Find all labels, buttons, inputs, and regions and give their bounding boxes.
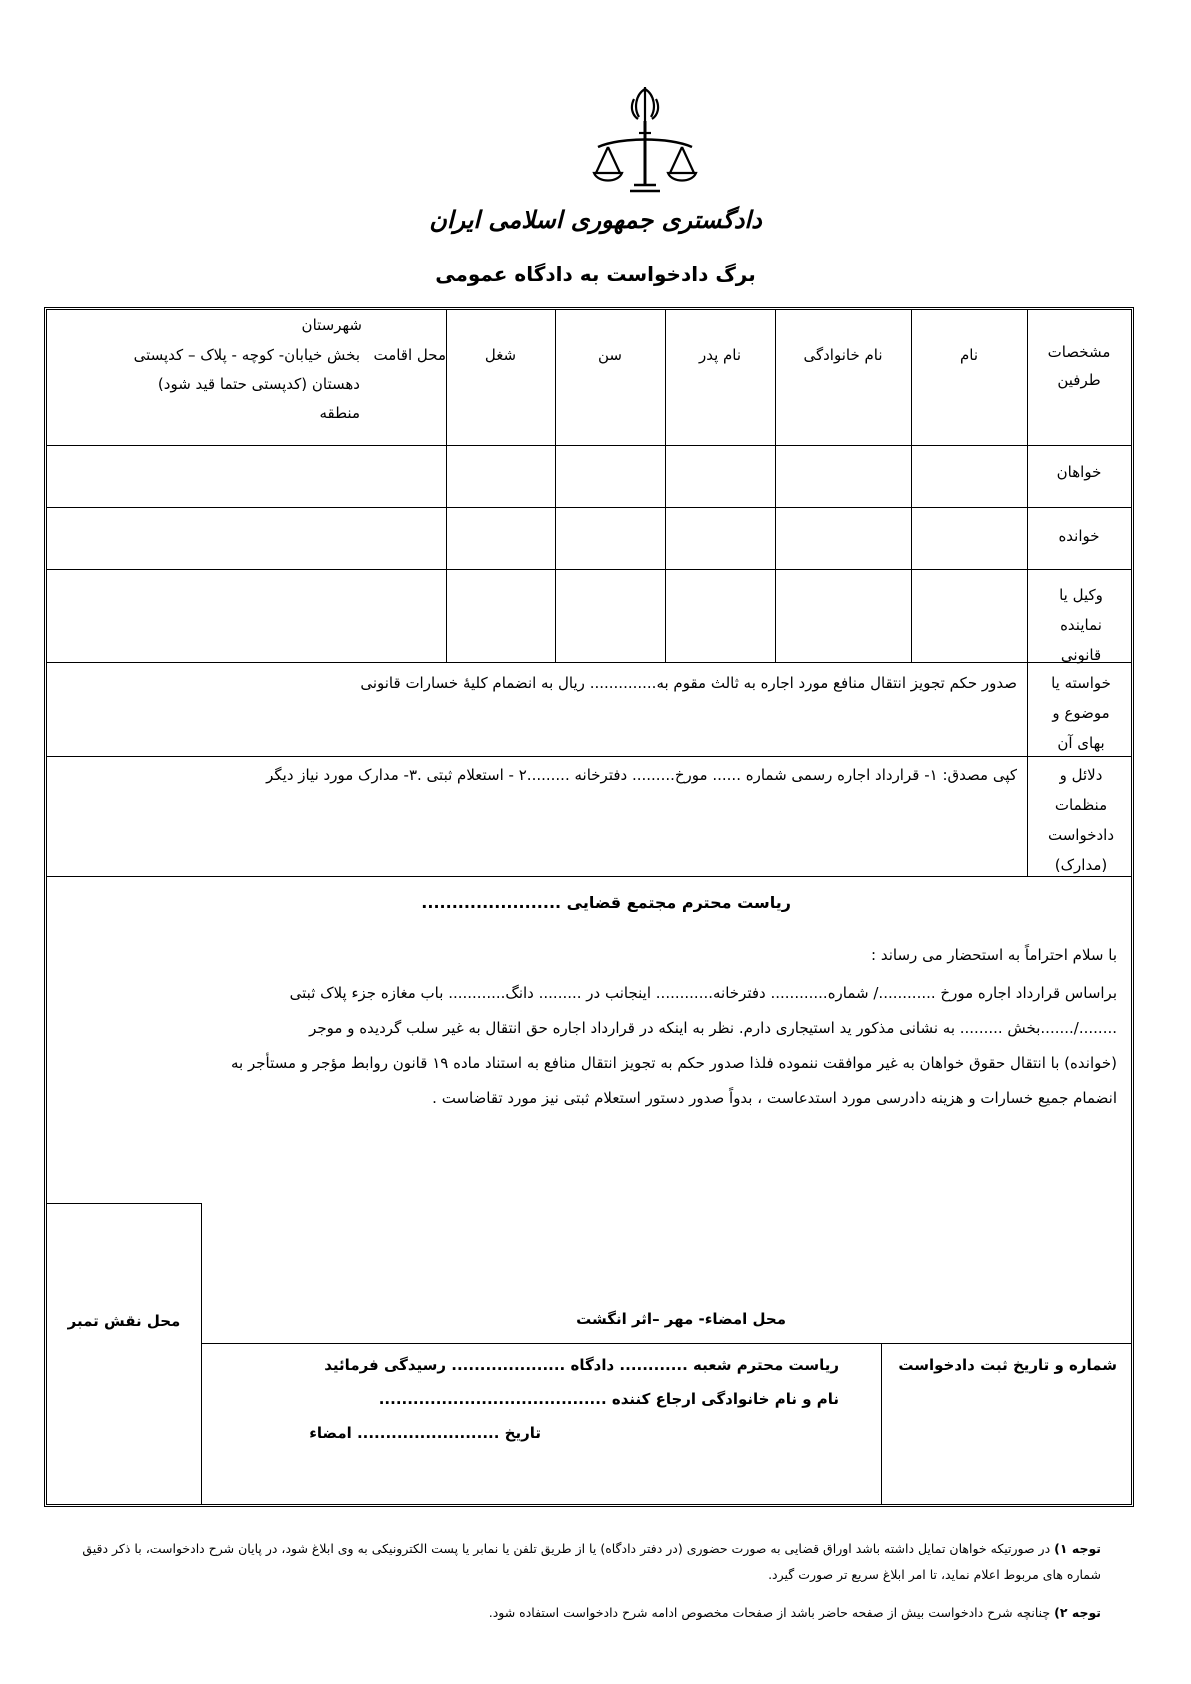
stamp-place-label: محل نقش تمبر (67, 1312, 181, 1330)
petition-body (59, 976, 1117, 1116)
evidence-text: کپی مصدق: ۱- قرارداد اجاره رسمی شماره ...... مورخ......... دفترخانه .........۲ - استعلام ثبتی .۳- مدارک مورد نیاز دیگر (266, 766, 1017, 784)
residence-line2: بخش خیابان- کوچه - پلاک – کدپستی (133, 346, 360, 364)
petition-salutation: ریاست محترم مجتمع قضایی ....................... (421, 893, 791, 912)
organization-name: دادگستری جمهوری اسلامی ایران (429, 205, 762, 234)
evidence-label: دلائل و منظمات دادخواست (مدارک) (1047, 766, 1114, 874)
note-1-label: توجه ۱) (1054, 1541, 1101, 1556)
note-1 (70, 1536, 1101, 1588)
note-2-label: توجه ۲) (1054, 1605, 1101, 1620)
row-plaintiff: خواهان (1056, 463, 1102, 481)
referral-line2: نام و نام خانوادگی ارجاع کننده ........................................ (378, 1390, 839, 1408)
col-age: سن (598, 346, 622, 364)
parties-header: مشخصات طرفین (1047, 343, 1111, 389)
note-2-text: چنانچه شرح دادخواست بیش از صفحه حاضر باشد از صفحات مخصوص ادامه شرح دادخواست استفاده شود. (488, 1605, 1051, 1620)
note-2 (70, 1600, 1101, 1626)
col-father-name: نام پدر (698, 346, 742, 364)
petition-greeting: با سلام احتراماً به استحضار می رساند : (871, 946, 1117, 964)
petition-line: ......../.......بخش ......... به نشانی مذکور ید استیجاری دارم. نظر به اینکه در قرارداد اجاره حق انتقال به غیر سلب گردیده و موجر (309, 1019, 1117, 1037)
petition-form (44, 307, 1134, 1507)
signature-place-label: محل امضاء- مهر –اثر انگشت (576, 1310, 786, 1328)
petition-line: انضمام جمیع خسارات و هزینه دادرسی مورد استدعاست ، بدواً صدور دستور استعلام ثبتی نیز مورد تقاضاست . (432, 1089, 1117, 1107)
judiciary-emblem-logo (590, 85, 700, 205)
petition-line: (خوانده) با انتقال حقوق خواهان به غیر موافقت ننموده فلذا صدور حکم به تجویز انتقال منافع به استناد ماده ۱۹ قانون روابط مؤجر و مستأجر به (230, 1054, 1117, 1072)
registration-label: شماره و تاریخ ثبت دادخواست (898, 1356, 1117, 1374)
residence-line4: منطقه (319, 404, 360, 422)
form-title: برگ دادخواست به دادگاه عمومی (435, 262, 756, 286)
claim-text: صدور حکم تجویز انتقال منافع مورد اجاره به ثالث مقوم به.............. ریال به انضمام کلیهٔ خسارات قانونی (360, 674, 1017, 692)
col-family-name: نام خانوادگی (803, 346, 883, 364)
note-1-text: در صورتیکه خواهان تمایل داشته باشد اوراق قضایی به صورت حضوری (در دفتر دادگاه) یا از طریق تلفن یا نمابر یا پست الکترونیکی به وی ابلاغ شود، در پایان شرح دادخواست، با ذکر دقیق شماره های مربوط اعلام نماید، تا امر ابلاغ سریع تر صورت گیرد. (82, 1541, 1101, 1582)
col-occupation: شغل (484, 346, 517, 364)
referral-line3: تاریخ ......................... امضاء (309, 1424, 541, 1442)
residence-line3: دهستان (کدپستی حتما قید شود) (157, 375, 360, 393)
row-defendant: خوانده (1058, 527, 1100, 545)
petition-line: براساس قرارداد اجاره مورخ ............/ شماره............ دفترخانه............ اینجانب در ......... دانگ............ باب مغازه جزء پلاک ثبتی (289, 984, 1117, 1002)
referral-line1: ریاست محترم شعبه ............ دادگاه .................... رسیدگی فرمائید (324, 1356, 839, 1374)
row-attorney: وکیل یا نماینده قانونی (1059, 586, 1103, 664)
residence-label: محل اقامت (373, 346, 446, 364)
claim-label: خواسته یا موضوع و بهای آن (1051, 674, 1111, 752)
col-name: نام (959, 346, 979, 364)
residence-line1: شهرستان (301, 316, 362, 334)
